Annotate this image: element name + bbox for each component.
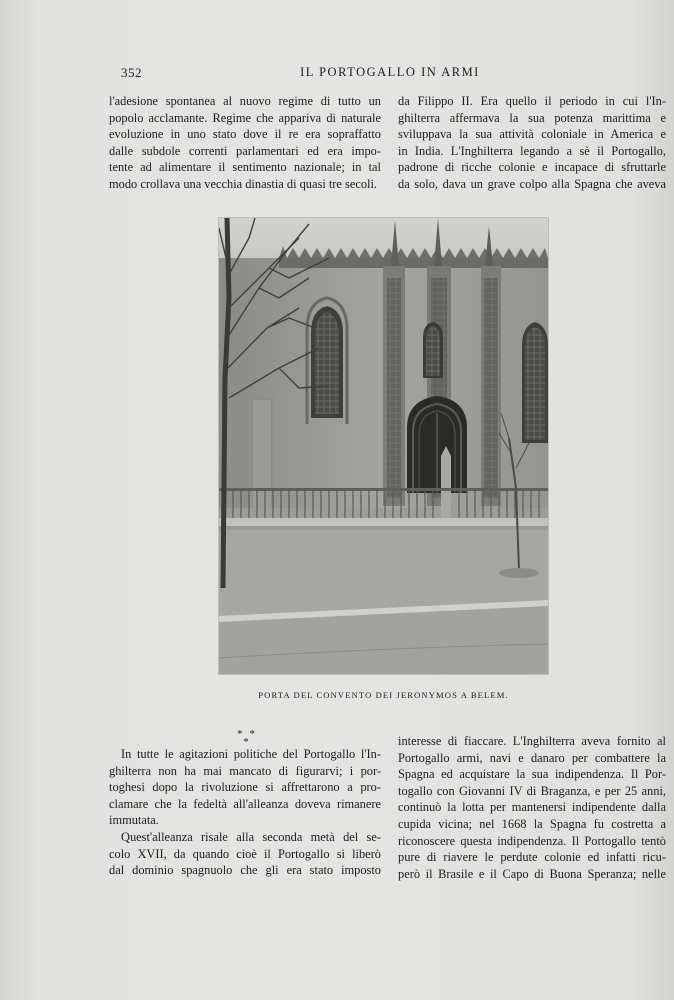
text-line: dalle subdole correnti parlamentari ed era impo- (109, 143, 381, 158)
text-line: In tutte le agitazioni politiche del Portogallo l'In- (121, 747, 381, 761)
text-line: popolo acclamante. Regime che appariva di naturale (109, 110, 381, 125)
text-line: Quest'alleanza risale alla seconda metà del se- (121, 829, 381, 844)
text-line: in India. L'Inghilterra legando a sè il Portogallo, (398, 143, 666, 158)
convent-doorway-photograph (219, 218, 548, 674)
text-line: pure di riavere le perdute colonie ed infatti ricu- (398, 850, 666, 865)
text-line: Portogallo armi, navi e danaro per combattere la (398, 750, 666, 765)
text-line: cupida vicina; nel 1668 la Spagna fu costretta a (398, 816, 666, 831)
bottom-left-column (109, 746, 381, 879)
text-line: togallo con Giovanni IV di Braganza, e per 25 anni, (398, 783, 666, 798)
text-line: ghilterra non ha mai mancato di figurarvi; i por- (109, 763, 381, 778)
text-line: evoluzione in uno stato dove il re era sopraffatto (109, 127, 381, 142)
text-line: modo crollava una vecchia dinastia di quasi tre secoli. (109, 176, 378, 191)
top-left-column (109, 93, 381, 193)
text-line: riconoscere questa indipendenza. Il Portogallo tentò (398, 833, 666, 848)
text-line: toghesi dopo la rivoluzione si affrettarono a pro- (109, 780, 381, 795)
top-right-column (398, 93, 666, 193)
text-line: da solo, dava un grave colpo alla Spagna che aveva (398, 176, 666, 191)
text-line: continuò la lotta per mantenersi indipendente dalla (398, 800, 666, 815)
bottom-right-column (398, 733, 666, 882)
text-line: ghilterra affermava la sua potenza marittima e (398, 110, 666, 125)
text-line: dal dominio spagnuolo che gli era stato imposto (109, 863, 381, 878)
text-line: l'adesione spontanea al nuovo regime di tutto un (109, 94, 381, 108)
text-line: Spagna ed acquistare la sua indipendenza. Il Por- (398, 767, 666, 782)
text-line: tente ad alimentare il sentimento nazionale; in tal (109, 160, 381, 175)
figure-caption: PORTA DEL CONVENTO DEI JERONYMOS A BELEM. (258, 690, 509, 700)
text-line: da Filippo II. Era quello il periodo in cui l'In- (398, 94, 666, 108)
section-separator: * * * (237, 728, 257, 748)
running-title: IL PORTOGALLO IN ARMI (300, 65, 480, 79)
page-number: 352 (121, 65, 142, 80)
text-line: però il Brasile e il Capo di Buona Speranza; nelle (398, 866, 666, 881)
text-line: interesse di fiaccare. L'Inghilterra aveva fornito al (398, 734, 666, 748)
text-line: colo XVII, da quando cioè il Portogallo si liberò (109, 846, 381, 861)
text-line: padrone di ricche colonie e incapace di sfruttarle (398, 160, 666, 175)
text-line: clamare che la fedeltà all'alleanza doveva rimanere (109, 796, 381, 811)
text-line: sviluppava la sua attività coloniale in America e (398, 127, 666, 142)
text-line: immutata. (109, 813, 159, 828)
